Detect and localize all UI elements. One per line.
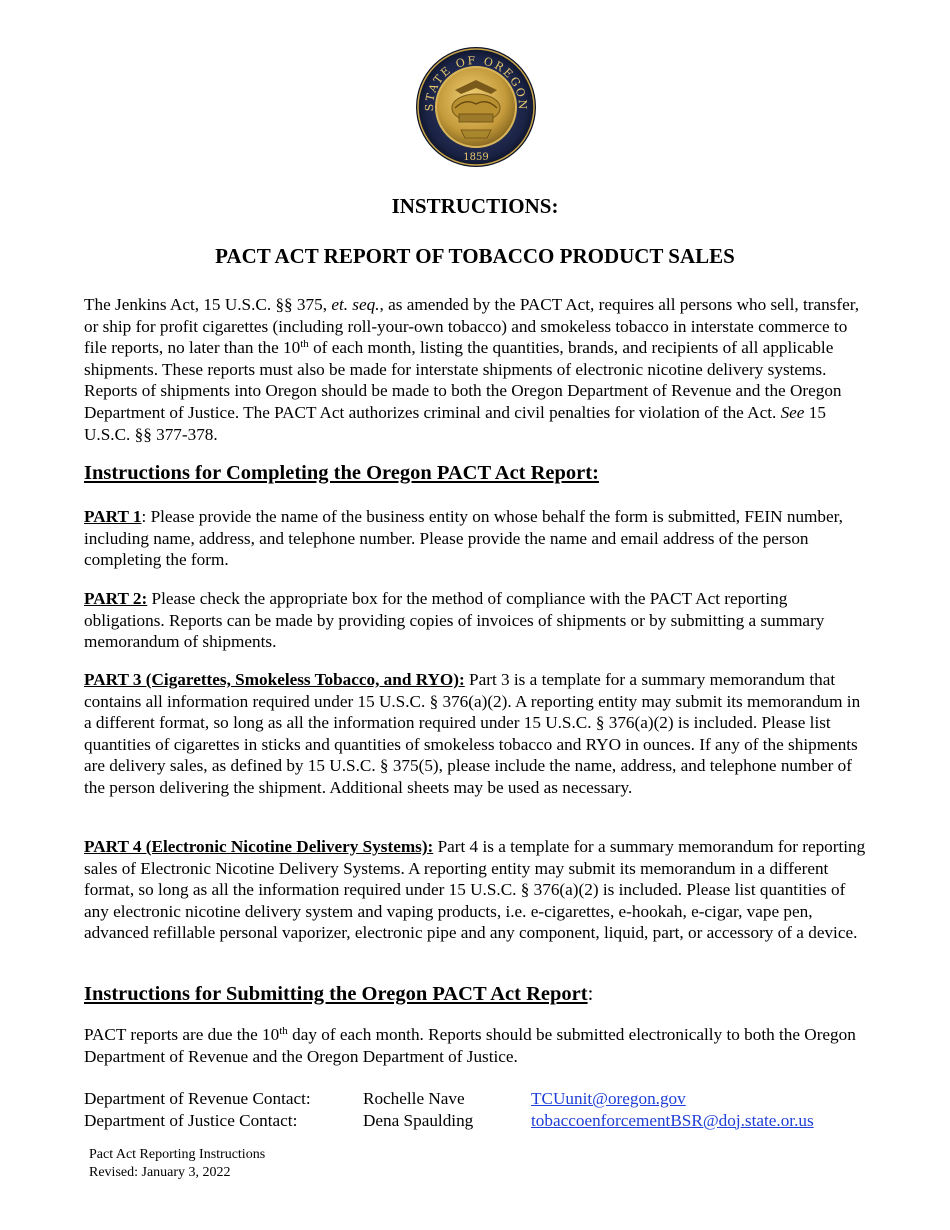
part4-paragraph: PART 4 (Electronic Nicotine Delivery Systems): Part 4 is a template for a summary memorandum for reporting sales of Electronic Nicotine Delivery Systems. A reporting entity may submit its memorandum in a different format, so long as all the information required under 15 U.S.C. § 376(a)(2) is included. Please list quantities of any electronic nicotine delivery system and vaping products, i.e. e-cigarettes, e-hookah, e-cigar, vape pen, advanced refillable personal vaporizer, electronic pipe and any component, liquid, part, or accessory of a device.	[84, 837, 866, 943]
part1-paragraph: PART 1: Please provide the name of the business entity on whose behalf the form is submitted, FEIN number, including name, address, and telephone number. Please provide the name and email address of the person completing the form.	[84, 507, 843, 570]
contact-row-revenue	[84, 1088, 884, 1110]
part3-paragraph: PART 3 (Cigarettes, Smokeless Tobacco, and RYO): Part 3 is a template for a summary memorandum that contains all information required under 15 U.S.C. § 376(a)(2). A reporting entity may submit its memorandum in a different format, so long as all the information required under 15 U.S.C. § 376(a)(2) is included. Please list quantities of cigarettes in sticks and quantities of smokeless tobacco and RYO in ounces. If any of the shipments are delivery sales, as defined by 15 U.S.C. § 375(5), please include the name, address, and telephone number of the person delivering the shipment. Additional sheets may be used as necessary.	[84, 670, 861, 797]
contact-department: Department of Justice Contact:	[84, 1110, 298, 1130]
footer-line-revised: Revised: January 3, 2022	[89, 1165, 231, 1180]
page-title: INSTRUCTIONS:	[391, 194, 559, 218]
due-paragraph: PACT reports are due the 10th day of each month. Reports should be submitted electronically to both the Oregon Department of Revenue and the Oregon Department of Justice.	[84, 1025, 856, 1066]
contacts-list	[84, 1088, 884, 1131]
contact-row-justice	[84, 1110, 884, 1132]
oregon-state-seal-icon	[415, 46, 537, 168]
part2-paragraph: PART 2: Please check the appropriate box for the method of compliance with the PACT Act reporting obligations. Reports can be made by providing copies of invoices of shipments or by submitting a summary memorandum of shipments.	[84, 589, 825, 652]
footer-line-title: Pact Act Reporting Instructions	[89, 1147, 266, 1162]
contact-name: Rochelle Nave	[363, 1089, 465, 1108]
contact-department: Department of Revenue Contact:	[84, 1089, 311, 1108]
page-subtitle: PACT ACT REPORT OF TOBACCO PRODUCT SALES	[215, 244, 735, 268]
contact-name: Dena Spaulding	[363, 1110, 474, 1130]
seal-top-text: STATE OF OREGON	[422, 53, 530, 112]
contact-email-link[interactable]: TCUunit@oregon.gov	[531, 1089, 686, 1108]
page-footer	[89, 1146, 265, 1182]
submitting-heading: Instructions for Submitting the Oregon PACT Act Report:	[84, 983, 594, 1005]
contact-email-link[interactable]: tobaccoenforcementBSR@doj.state.or.us	[531, 1110, 814, 1130]
completing-heading: Instructions for Completing the Oregon PACT Act Report:	[84, 462, 599, 484]
seal-year: 1859	[463, 152, 489, 163]
intro-paragraph: The Jenkins Act, 15 U.S.C. §§ 375, et. seq., as amended by the PACT Act, requires all persons who sell, transfer, or ship for profit cigarettes (including roll-your-own tobacco) and smokeless tobacco in interstate commerce to file reports, no later than the 10th of each month, listing the quantities, brands, and recipients of all applicable shipments. These reports must also be made for interstate shipments of electronic nicotine delivery systems. Reports of shipments into Oregon should be made to both the Oregon Department of Revenue and the Oregon Department of Justice. The PACT Act authorizes criminal and civil penalties for violation of the Act. See 15 U.S.C. §§ 377-378.	[84, 295, 860, 444]
